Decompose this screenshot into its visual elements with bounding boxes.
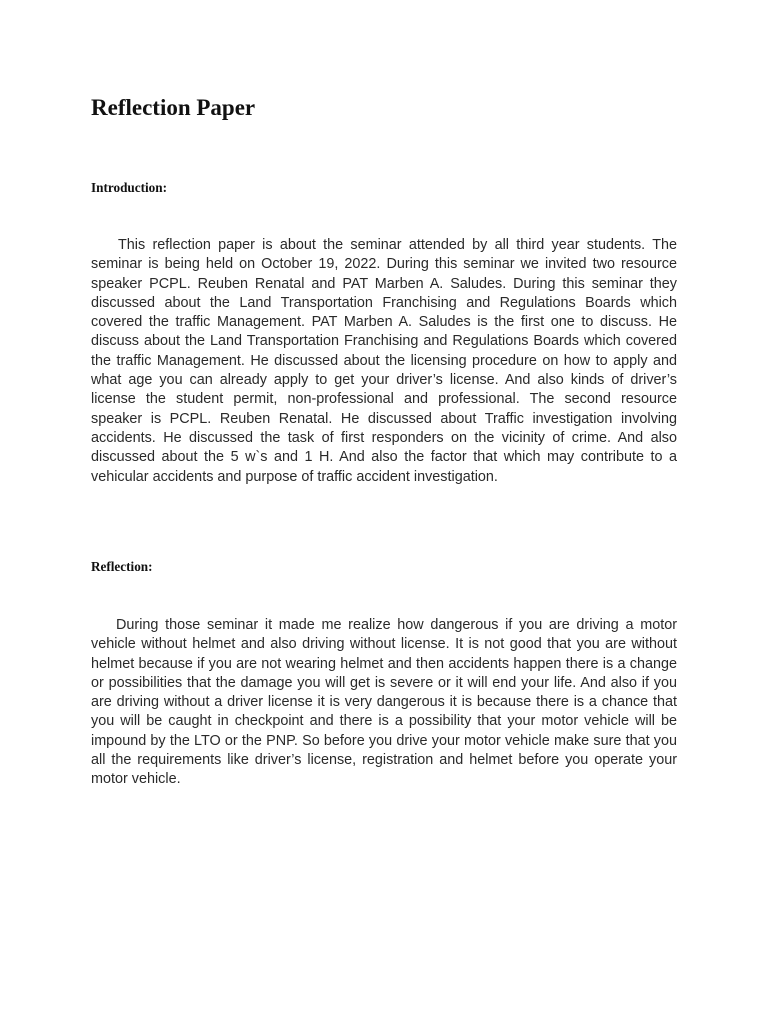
introduction-paragraph: This reflection paper is about the seminar attended by all third year students. The seminar is being held on October 19, 2022. During this seminar we invited two resource speaker PCPL. Reuben Renatal and PAT Marben A. Saludes. During this seminar they discussed about the Land Transportation Franchising and Regulations Boards which covered the traffic Management. PAT Marben A. Saludes is the first one to discuss. He discuss about the Land Transportation Franchising and Regulations Boards which covered the traffic Management. He discussed about the licensing procedure on how to apply and what age you can already apply to get your driver’s license. And also kinds of driver’s license the student permit, non-professional and professional. The second resource speaker is PCPL. Reuben Renatal. He discussed about Traffic investigation involving accidents. He discussed the task of first responders on the vicinity of crime. And also discussed about the 5 w`s and 1 H. And also the factor that which may contribute to a vehicular accidents and purpose of traffic accident investigation. — [91, 237, 677, 485]
reflection-paragraph: During those seminar it made me realize how dangerous if you are driving a motor vehicle without helmet and also driving without license. It is not good that you are without helmet because if you are not wearing helmet and then accidents happen there is a change or possibilities that the damage you will get is severe or it will end your life. And also if you are driving without a driver license it is very dangerous it is because there is a chance that you will be caught in checkpoint and there is a possibility that your motor vehicle will be impound by the LTO or the PNP. So before you drive your motor vehicle make sure that you all the requirements like driver’s license, registration and helmet before you operate your motor vehicle. — [91, 617, 677, 788]
reflection-heading: Reflection: — [91, 559, 153, 574]
introduction-heading: Introduction: — [91, 180, 167, 195]
document-title: Reflection Paper — [91, 95, 256, 120]
